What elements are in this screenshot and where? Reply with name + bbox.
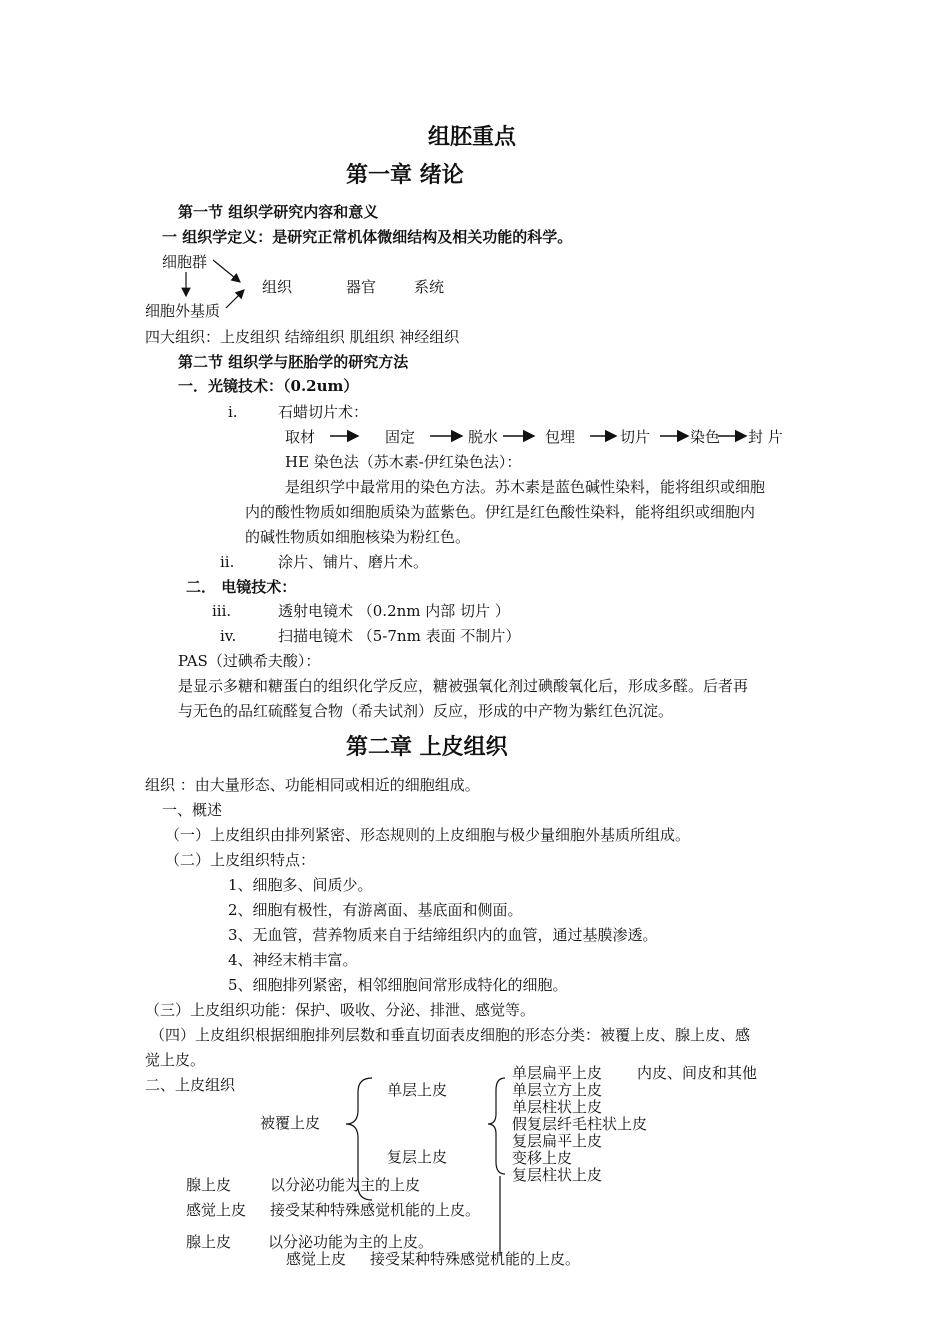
item-i-number: i. xyxy=(228,403,238,421)
feature-1: 1、细胞多、间质少。 xyxy=(228,876,373,894)
gland-1: 腺上皮 xyxy=(186,1176,232,1194)
covering-epithelium: 被覆上皮 xyxy=(260,1114,321,1132)
item-ii-number: ii. xyxy=(220,553,235,571)
type-2: 单层立方上皮 xyxy=(512,1081,603,1099)
pas-desc-2: 与无色的品红硫醛复合物（希夫试剂）反应，形成的中产物为紫红色沉淀。 xyxy=(178,702,674,720)
electron-microscopy: 二． 电镜技术： xyxy=(186,578,297,596)
sense-1-desc: 接受某种特殊感觉机能的上皮。 xyxy=(270,1201,481,1219)
feature-4: 4、神经末梢丰富。 xyxy=(228,951,358,969)
step-2: 固定 xyxy=(385,428,416,446)
overview-heading: 一、概述 xyxy=(162,801,223,819)
section1-heading: 第一节 组织学研究内容和意义 xyxy=(178,203,379,221)
diagram-cells: 细胞群 xyxy=(162,253,208,271)
light-microscopy: 一．光镜技术：（0.2um） xyxy=(178,377,359,395)
brace-icon xyxy=(488,1078,505,1174)
feature-3: 3、无血管，营养物质来自于结缔组织内的血管，通过基膜渗透。 xyxy=(228,926,658,944)
diagram-matrix: 细胞外基质 xyxy=(145,302,221,320)
pas-heading: PAS（过碘希夫酸）： xyxy=(178,652,321,670)
step-6: 染色 xyxy=(690,428,721,446)
type-3: 单层柱状上皮 xyxy=(512,1098,603,1116)
gland-2-desc: 以分泌功能为主的上皮。 xyxy=(268,1233,434,1251)
sense-2: 感觉上皮 xyxy=(286,1250,347,1268)
gland-1-desc: 以分泌功能为主的上皮 xyxy=(270,1176,421,1194)
para-4a: （四）上皮组织根据细胞排列层数和垂直切面表皮细胞的形态分类：被覆上皮、腺上皮、感 xyxy=(150,1026,751,1044)
stratified: 复层上皮 xyxy=(387,1148,448,1166)
para-1: （一）上皮组织由排列紧密、形态规则的上皮细胞与极少量细胞外基质所组成。 xyxy=(165,826,691,844)
step-7: 封 片 xyxy=(748,428,783,446)
sense-2-desc: 接受某种特殊感觉机能的上皮。 xyxy=(370,1250,581,1268)
four-tissues: 四大组织：上皮组织 结缔组织 肌组织 神经组织 xyxy=(145,328,460,346)
para-3: （三）上皮组织功能：保护、吸收、分泌、排泄、感觉等。 xyxy=(145,1001,536,1019)
type-7: 复层柱状上皮 xyxy=(512,1166,603,1184)
tissue-definition: 组织 ：由大量形态、功能相同或相近的细胞组成。 xyxy=(145,776,480,794)
sense-1: 感觉上皮 xyxy=(186,1201,247,1219)
epithelium-heading: 二、上皮组织 xyxy=(145,1076,236,1094)
item-i-text: 石蜡切片术： xyxy=(278,403,369,421)
type-6: 变移上皮 xyxy=(512,1149,573,1167)
item-ii-text: 涂片、铺片、磨片术。 xyxy=(278,553,429,571)
para-2: （二）上皮组织特点： xyxy=(165,851,316,869)
feature-2: 2、细胞有极性，有游离面、基底面和侧面。 xyxy=(228,901,523,919)
he-desc-3: 的碱性物质如细胞核染为粉红色。 xyxy=(245,528,471,546)
type-5: 复层扁平上皮 xyxy=(512,1132,603,1150)
chapter1-title: 第一章 绪论 xyxy=(346,162,464,188)
item-iii-number: iii. xyxy=(212,602,232,620)
step-3: 脱水 xyxy=(468,428,499,446)
doc-title: 组胚重点 xyxy=(428,124,517,150)
histology-definition: 一 组织学定义：是研究正常机体微细结构及相关功能的科学。 xyxy=(162,228,573,246)
type-1-note: 内皮、间皮和其他 xyxy=(637,1064,758,1082)
single-layer: 单层上皮 xyxy=(387,1081,448,1099)
diagram-organ: 器官 xyxy=(346,278,377,296)
he-stain: HE 染色法（苏木素-伊红染色法）： xyxy=(285,453,522,471)
diagram-system: 系统 xyxy=(414,278,445,296)
item-iv-number: iv. xyxy=(220,627,237,645)
para-4b: 觉上皮。 xyxy=(145,1051,206,1069)
brace-icon xyxy=(346,1078,372,1200)
type-4: 假复层纤毛柱状上皮 xyxy=(512,1115,648,1133)
chapter2-title: 第二章 上皮组织 xyxy=(346,734,508,760)
diagram-tissue: 组织 xyxy=(262,278,293,296)
gland-2: 腺上皮 xyxy=(186,1233,232,1251)
pas-desc-1: 是显示多糖和糖蛋白的组织化学反应，糖被强氧化剂过碘酸氧化后，形成多醛。后者再 xyxy=(178,677,749,695)
feature-5: 5、细胞排列紧密，相邻细胞间常形成特化的细胞。 xyxy=(228,976,568,994)
item-iii-text: 透射电镜术 （0.2nm 内部 切片 ） xyxy=(278,602,510,620)
arrow-diag-icon xyxy=(213,260,240,282)
he-desc-2: 内的酸性物质如细胞质染为蓝紫色。伊红是红色酸性染料，能将组织或细胞内 xyxy=(245,503,756,521)
item-iv-text: 扫描电镜术 （5-7nm 表面 不制片） xyxy=(278,627,521,645)
section2-heading: 第二节 组织学与胚胎学的研究方法 xyxy=(178,353,409,371)
step-5: 切片 xyxy=(620,428,651,446)
type-1: 单层扁平上皮 xyxy=(512,1064,603,1082)
step-4: 包埋 xyxy=(545,428,576,446)
he-desc-1: 是组织学中最常用的染色方法。苏木素是蓝色碱性染料，能将组织或细胞 xyxy=(285,478,766,496)
step-1: 取材 xyxy=(285,428,316,446)
arrow-diag-icon xyxy=(226,290,244,308)
